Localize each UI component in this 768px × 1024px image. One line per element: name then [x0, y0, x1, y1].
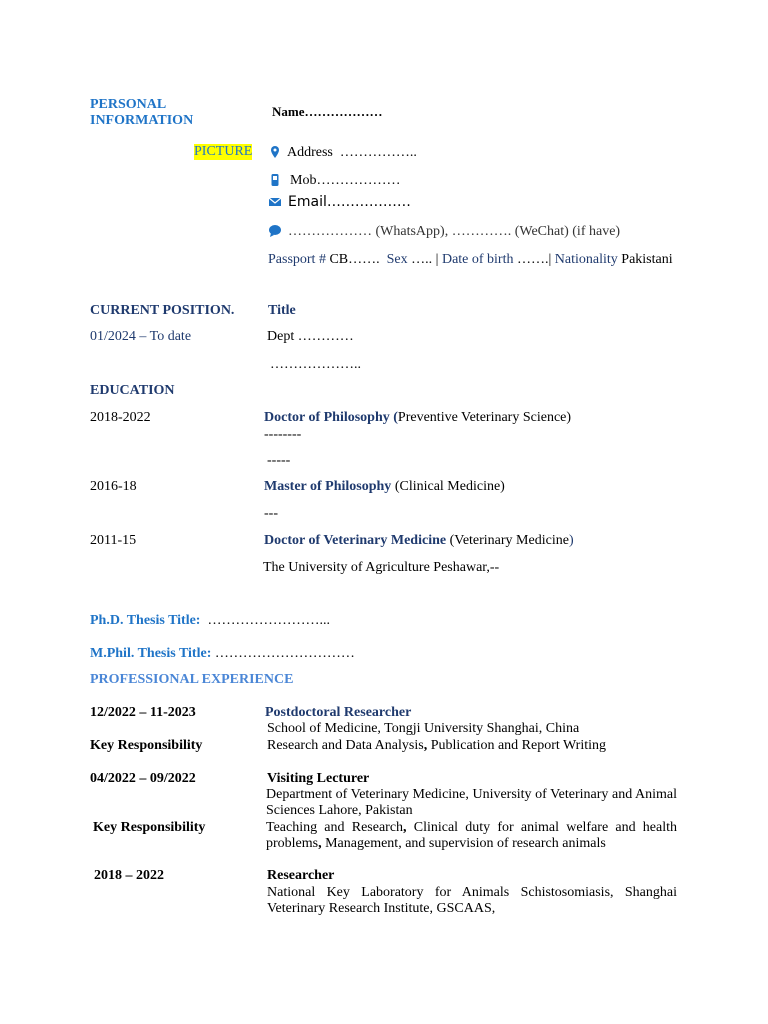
exp-kr-c: Management, and supervision of research animals	[321, 836, 606, 851]
phd-thesis-value: ……………………...	[207, 613, 330, 628]
personal-heading-line1: PERSONAL	[90, 97, 167, 112]
exp-kr-b: Clinical duty for animal welfare and health problems	[266, 820, 678, 851]
exp-role: Researcher	[267, 868, 335, 883]
exp-role: Postdoctoral Researcher	[265, 705, 412, 720]
exp-org: National Key Laboratory for Animals Schistosomiasis, Shanghai Veterinary Research Institute, GSCAAS,	[267, 885, 677, 916]
exp-kr: Teaching and Research, Clinical duty for animal welfare and health problems, Management, and supervision of research animals	[266, 820, 678, 851]
mphil-thesis-value: …………………………	[214, 646, 355, 661]
current-extra: ………………..	[270, 357, 361, 372]
passport-line	[268, 252, 673, 268]
edu-field: (Clinical Medicine)	[391, 479, 505, 494]
edu-field-close: )	[568, 533, 574, 548]
edu-years: 2018-2022	[90, 410, 151, 425]
edu-detail: --------	[264, 427, 302, 442]
exp-kr: Research and Data Analysis, Publication and Report Writing	[267, 738, 607, 753]
picture-placeholder: PICTURE	[194, 144, 253, 159]
nationality-value: Pakistani	[621, 252, 673, 267]
mphil-thesis-label: M.Phil. Thesis Title:	[90, 646, 212, 661]
address-line	[287, 145, 417, 161]
messaging-field: ……………… (WhatsApp), …………. (WeChat) (if have)	[288, 224, 621, 239]
edu-degree-line	[264, 479, 505, 495]
edu-years: 2016-18	[90, 479, 137, 494]
exp-org: School of Medicine, Tongji University Shanghai, China	[267, 721, 580, 736]
mobile-phone-icon	[268, 173, 282, 187]
current-title: Title	[268, 303, 296, 318]
personal-heading-line2: INFORMATION	[90, 113, 194, 128]
email-field: Email………………	[288, 194, 411, 210]
current-position-heading: CURRENT POSITION.	[90, 303, 235, 318]
dob-value: …….|	[516, 252, 552, 267]
exp-kr-a: Research and Data Analysis	[267, 738, 424, 753]
nationality-label: Nationality	[554, 252, 618, 267]
edu-detail: ---	[264, 506, 278, 521]
edu-field: Preventive Veterinary Science)	[397, 410, 572, 425]
current-date: 01/2024 – To date	[90, 329, 192, 344]
sex-value: ….. |	[411, 252, 439, 267]
education-heading: EDUCATION	[90, 383, 175, 398]
phd-thesis-line	[90, 613, 330, 629]
edu-degree-line	[264, 533, 574, 549]
exp-kr-label: Key Responsibility	[93, 820, 206, 835]
edu-detail: -----	[267, 453, 291, 468]
name-field: Name………………	[272, 104, 383, 119]
exp-org: Department of Veterinary Medicine, University of Veterinary and Animal Sciences Lahore, Pakistan	[266, 787, 677, 818]
current-dept: Dept …………	[267, 329, 354, 344]
exp-dates: 12/2022 – 11-2023	[90, 705, 196, 720]
address-label: Address	[287, 145, 333, 160]
edu-field: (Veterinary Medicine	[446, 533, 569, 548]
dob-label: Date of birth	[441, 252, 514, 267]
mphil-thesis-line	[90, 646, 355, 662]
speech-bubble-icon	[268, 224, 282, 238]
edu-degree: Master of Philosophy	[264, 479, 392, 494]
edu-institution: The University of Agriculture Peshawar,--	[263, 560, 500, 575]
edu-years: 2011-15	[90, 533, 137, 548]
edu-degree-line	[264, 410, 571, 426]
exp-role: Visiting Lecturer	[267, 771, 370, 786]
exp-kr-a: Teaching and Research	[266, 820, 404, 835]
location-pin-icon	[268, 145, 282, 159]
exp-kr-b: Publication and Report Writing	[427, 738, 607, 753]
mob-field: Mob………………	[290, 173, 401, 188]
envelope-icon	[268, 196, 282, 210]
experience-heading: PROFESSIONAL EXPERIENCE	[90, 672, 294, 687]
edu-degree: Doctor of Philosophy (	[264, 410, 398, 425]
exp-dates: 2018 – 2022	[94, 868, 164, 883]
exp-dates: 04/2022 – 09/2022	[90, 771, 196, 786]
passport-value: CB…….	[329, 252, 380, 267]
exp-kr-label: Key Responsibility	[90, 738, 203, 753]
personal-heading	[90, 97, 193, 129]
sex-label: Sex	[386, 252, 408, 267]
edu-degree: Doctor of Veterinary Medicine	[264, 533, 447, 548]
phd-thesis-label: Ph.D. Thesis Title:	[90, 613, 201, 628]
passport-label: Passport #	[268, 252, 326, 267]
address-value: ……………..	[339, 145, 417, 160]
